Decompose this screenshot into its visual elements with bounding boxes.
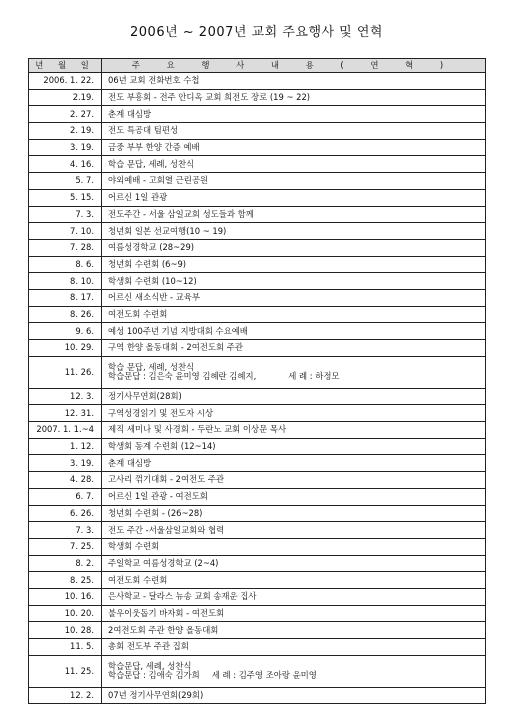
table-row: [29, 622, 486, 639]
row-date: 8. 26.: [29, 306, 102, 323]
row-content-line: 제직 세미나 및 사경회 - 두란노 교회 이상문 목사: [108, 424, 287, 435]
row-date: 10. 28.: [29, 622, 102, 639]
table-row: [29, 422, 486, 439]
table-header-row: [29, 59, 486, 73]
row-content: [102, 405, 486, 422]
row-date: 2. 27.: [29, 106, 102, 123]
row-date: 10. 16.: [29, 588, 102, 605]
row-date: 2007. 1. 1.~4: [29, 422, 102, 439]
row-date: 3. 19.: [29, 139, 102, 156]
table-row: [29, 189, 486, 206]
row-content-line: 정기사무연회(28회): [108, 391, 182, 402]
events-table: [28, 58, 486, 704]
row-content: [102, 522, 486, 539]
table-row: [29, 273, 486, 290]
row-date: 9. 6.: [29, 323, 102, 340]
row-date: 1. 12.: [29, 438, 102, 455]
row-content-line: 어르신 새소식반 - 교육부: [108, 292, 200, 303]
row-content: [102, 156, 486, 173]
table-row: [29, 73, 486, 90]
table-row: [29, 605, 486, 622]
row-content-line: 전도 부흥회 - 전주 안디옥 교회 희전도 장로 (19 ~ 22): [108, 92, 311, 103]
row-date: 8. 2.: [29, 555, 102, 572]
row-date: 2.19.: [29, 89, 102, 106]
row-content-line: 학생회 동계 수련회 (12~14): [108, 441, 216, 452]
row-content: [102, 605, 486, 622]
table-row: [29, 488, 486, 505]
row-content: [102, 106, 486, 123]
row-content-line: 구역성경읽기 및 전도자 시상: [108, 407, 214, 418]
baptism-names: 세 례 : 김주영 조아랑 윤미영: [211, 670, 317, 681]
row-content-line: 여전도회 수련회: [108, 574, 168, 585]
row-content: [102, 388, 486, 405]
row-content: [102, 622, 486, 639]
row-content: [102, 687, 486, 704]
row-content-line: 고사리 꺾기대회 - 2여전도 주관: [108, 474, 225, 485]
row-content-line: 청년회 수련회 (6~9): [108, 258, 187, 269]
row-content-line: 춘계 대심방: [108, 108, 152, 119]
row-date: 11. 25.: [29, 655, 102, 687]
row-date: 4. 16.: [29, 156, 102, 173]
row-content-line: 청년회 일본 선교여행(10 ~ 19): [108, 225, 227, 236]
catechism-names: 학습문답 : 김은숙 윤미영 김혜란 김혜지,: [108, 371, 257, 382]
table-row: [29, 572, 486, 589]
table-row: [29, 123, 486, 140]
row-date: 8. 10.: [29, 273, 102, 290]
row-content: [102, 239, 486, 256]
row-content-line: 총회 전도부 주관 집회: [108, 641, 189, 652]
row-content-line: 학생회 수련회 (10~12): [108, 275, 197, 286]
row-date: 5. 7.: [29, 173, 102, 190]
row-content-line: 주일학교 여름성경학교 (2~4): [108, 557, 219, 568]
row-content: [102, 472, 486, 489]
row-date: 7. 10.: [29, 223, 102, 240]
table-row: [29, 655, 486, 687]
page-title: 2006년 ~ 2007년 교회 주요행사 및 연혁: [130, 25, 383, 40]
row-content: [102, 655, 486, 687]
catechism-names: 학습문답 : 김애숙 김가희: [108, 670, 200, 681]
row-content-line: 금중 부부 한양 간증 예배: [108, 142, 200, 153]
table-row: [29, 538, 486, 555]
row-date: 5. 15.: [29, 189, 102, 206]
row-content-line: 어르신 1일 관광: [108, 192, 168, 203]
row-date: 3. 19.: [29, 455, 102, 472]
header-content: 주 요 행 사 내 용 ( 연 혁 ): [102, 59, 486, 73]
row-content: [102, 289, 486, 306]
row-content-line: 전도 특공대 팀편성: [108, 125, 179, 136]
row-content-line: 어르신 1일 관광 - 여전도회: [108, 491, 208, 502]
row-date: 2006. 1. 22.: [29, 73, 102, 90]
table-row: [29, 555, 486, 572]
row-content: [102, 555, 486, 572]
table-row: [29, 388, 486, 405]
row-date: 12. 31.: [29, 405, 102, 422]
table-row: [29, 139, 486, 156]
table-row: [29, 356, 486, 388]
row-content-line: 예성 100주년 기념 지방대회 수요예배: [108, 325, 248, 336]
table-row: [29, 256, 486, 273]
row-date: 12. 2.: [29, 687, 102, 704]
row-content: [102, 588, 486, 605]
row-content-line: 학습 문답, 세례, 성찬식: [108, 362, 195, 373]
row-content-line: 불우이웃돕기 바자회 - 여전도회: [108, 607, 225, 618]
row-date: 7. 3.: [29, 522, 102, 539]
table-row: [29, 639, 486, 656]
row-content-line-2: [108, 372, 485, 381]
row-date: 11. 26.: [29, 356, 102, 388]
row-content-line: 전도주간 - 서울 삼일교회 성도들과 함께: [108, 208, 254, 219]
row-content-line: 야외예배 - 고회열 근린공원: [108, 175, 209, 186]
row-content: [102, 422, 486, 439]
row-content: [102, 356, 486, 388]
row-content-line: 청년회 수련회 - (26~28): [108, 507, 203, 518]
row-content-line: 학습 문답, 세례, 성찬식: [108, 158, 195, 169]
row-content-line: 학습문답, 세례, 성찬식: [108, 661, 192, 672]
table-row: [29, 455, 486, 472]
row-content: [102, 123, 486, 140]
row-date: 10. 29.: [29, 340, 102, 357]
row-content-line: 여전도회 수련회: [108, 308, 168, 319]
table-row: [29, 323, 486, 340]
row-date: 7. 28.: [29, 239, 102, 256]
row-content: [102, 639, 486, 656]
row-date: 8. 6.: [29, 256, 102, 273]
row-content: [102, 89, 486, 106]
row-content-line: 여름성경학교 (28~29): [108, 242, 195, 253]
table-row: [29, 239, 486, 256]
row-content: [102, 256, 486, 273]
table-row: [29, 472, 486, 489]
row-content-line: 전도 주간 -서울삼일교회와 협력: [108, 524, 225, 535]
row-content: [102, 455, 486, 472]
table-row: [29, 306, 486, 323]
row-date: 8. 17.: [29, 289, 102, 306]
table-row: [29, 522, 486, 539]
table-row: [29, 340, 486, 357]
row-content: [102, 206, 486, 223]
row-content: [102, 173, 486, 190]
row-content-line: 2여전도회 주관 한양 올동대회: [108, 624, 219, 635]
table-row: [29, 106, 486, 123]
row-date: 2. 19.: [29, 123, 102, 140]
row-content: [102, 139, 486, 156]
baptism-names: 세 례 : 하정모: [288, 371, 340, 382]
row-content: [102, 323, 486, 340]
row-content-line: 학생회 수련회: [108, 541, 160, 552]
table-row: [29, 206, 486, 223]
table-row: [29, 156, 486, 173]
row-date: 8. 25.: [29, 572, 102, 589]
table-row: [29, 289, 486, 306]
row-content: [102, 505, 486, 522]
row-content: [102, 223, 486, 240]
row-date: 6. 26.: [29, 505, 102, 522]
row-content-line-2: [108, 671, 485, 680]
header-date: 년 월 일: [29, 59, 102, 73]
row-content-line: 06년 교회 전화번호 수첩: [108, 75, 200, 86]
row-date: 4. 28.: [29, 472, 102, 489]
table-row: [29, 438, 486, 455]
row-content: [102, 73, 486, 90]
row-date: 10. 20.: [29, 605, 102, 622]
row-content: [102, 306, 486, 323]
row-date: 7. 3.: [29, 206, 102, 223]
row-content: [102, 273, 486, 290]
row-content: [102, 438, 486, 455]
table-row: [29, 173, 486, 190]
row-date: 7. 25.: [29, 538, 102, 555]
row-date: 12. 3.: [29, 388, 102, 405]
table-row: [29, 89, 486, 106]
table-row: [29, 588, 486, 605]
row-date: 6. 7.: [29, 488, 102, 505]
row-content: [102, 572, 486, 589]
row-content: [102, 488, 486, 505]
row-content: [102, 340, 486, 357]
row-content: [102, 538, 486, 555]
row-content-line: 은사학교 - 달라스 뉴송 교회 송재운 집사: [108, 591, 257, 602]
row-content-line: 07년 정기사무연회(29회): [108, 690, 204, 701]
row-content-line: 춘계 대심방: [108, 457, 152, 468]
row-content: [102, 189, 486, 206]
table-row: [29, 223, 486, 240]
row-date: 11. 5.: [29, 639, 102, 656]
table-row: [29, 405, 486, 422]
table-row: [29, 505, 486, 522]
table-row: [29, 687, 486, 704]
row-content-line: 구역 한양 올동대회 - 2여전도회 주관: [108, 342, 243, 353]
